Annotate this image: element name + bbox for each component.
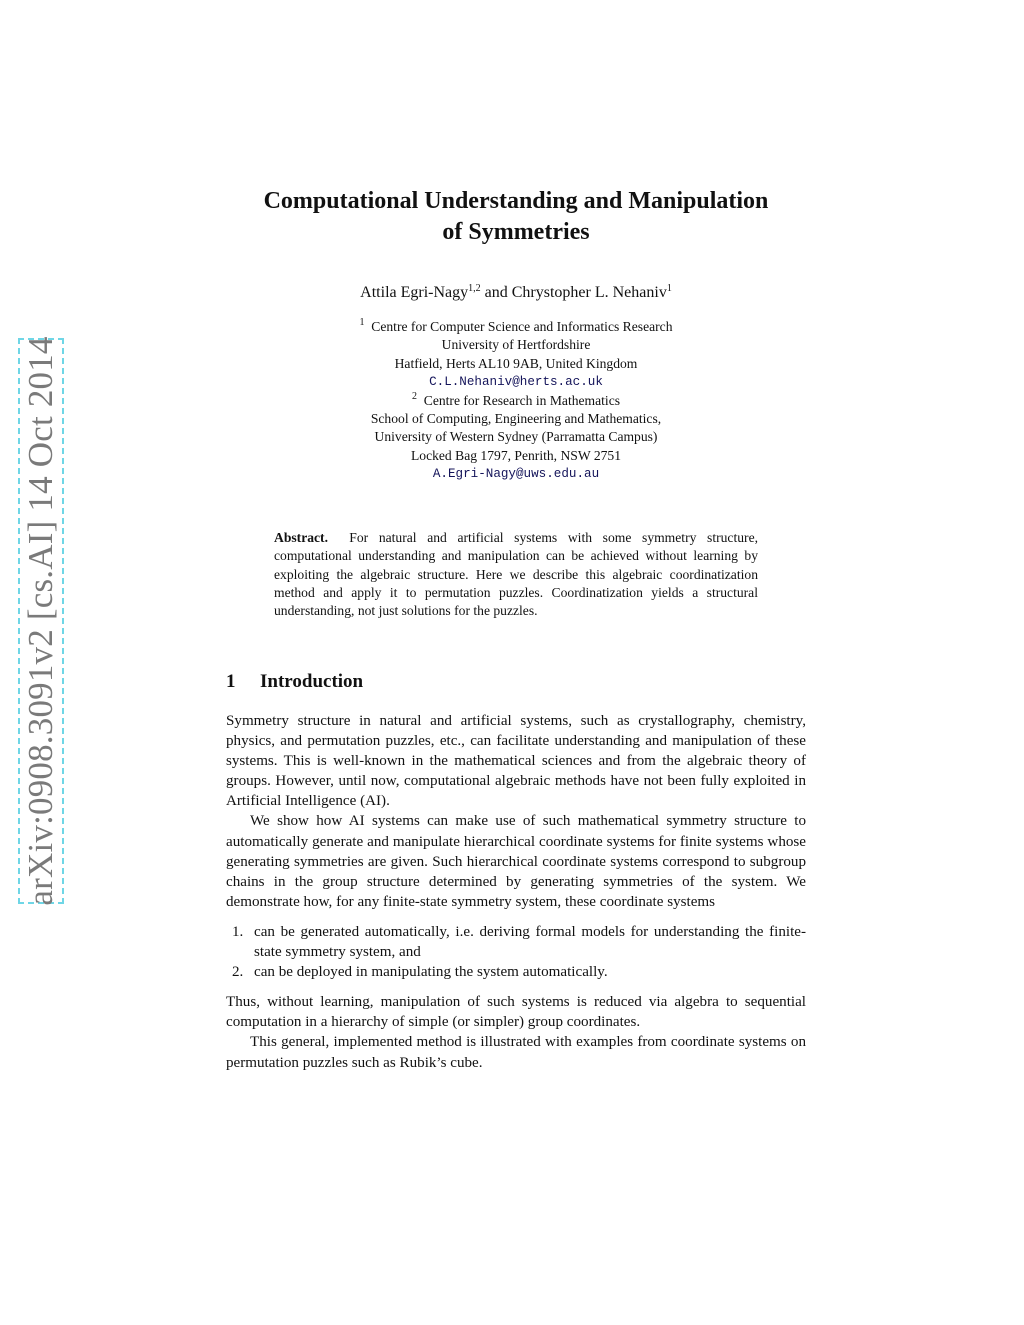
section-1-title: Introduction	[260, 671, 364, 692]
section-1-body	[226, 711, 806, 1073]
affiliation-1-line-2: University of Hertfordshire	[441, 337, 591, 353]
list-item-text: can be deployed in manipulating the system automatically.	[254, 964, 608, 981]
intro-enumerated-list	[226, 922, 806, 982]
affiliation-2-line-1: Centre for Research in Mathematics	[423, 392, 621, 408]
list-item-number: 2.	[232, 964, 244, 981]
abstract-label: Abstract.	[274, 530, 328, 545]
paper-title-line-1: Computational Understanding and Manipulation	[263, 188, 769, 214]
author-2-affiliation-mark: 1	[666, 283, 672, 294]
abstract-text: For natural and artificial systems with some symmetry structure, computational understanding and manipulation can be achieved without learning by exploiting the algebraic structure. Here we describe this algebraic coordinatization method and apply it to permutation puzzles. Coordinatization yields a structural understanding, not just solutions for the puzzles.	[274, 530, 758, 619]
intro-paragraph-4: This general, implemented method is illustrated with examples from coordinate systems on permutation puzzles such as Rubik’s cube.	[226, 1034, 806, 1071]
affiliation-2-line-4: Locked Bag 1797, Penrith, NSW 2751	[410, 447, 622, 463]
affiliation-1-line-3: Hatfield, Herts AL10 9AB, United Kingdom	[394, 355, 638, 371]
list-item	[226, 922, 806, 962]
list-item-text: can be generated automatically, i.e. deriving formal models for understanding the finite-state symmetry system, and	[254, 923, 806, 961]
list-item	[226, 962, 806, 982]
author-connector: and	[480, 284, 512, 301]
paper-title-line-2: of Symmetries	[442, 219, 590, 245]
affiliation-2-email-link[interactable]: A.Egri-Nagy@uws.edu.au	[432, 467, 600, 482]
intro-paragraph-3: Thus, without learning, manipulation of such systems is reduced via algebra to sequential computation in a hierarchy of simple (or simpler) group coordinates.	[226, 994, 806, 1031]
affiliation-2-line-3: University of Western Sydney (Parramatta Campus)	[374, 429, 658, 445]
author-1-name: Attila Egri-Nagy	[360, 284, 469, 301]
affiliation-1-line-1: Centre for Computer Science and Informatics Research	[371, 319, 673, 334]
affiliation-2-mark: 2	[411, 390, 417, 402]
list-item-number: 1.	[232, 923, 244, 940]
affiliation-1-name	[226, 318, 806, 336]
paper-title	[226, 186, 806, 248]
arxiv-identifier-text: arXiv:0908.3091v2 [cs.AI] 14 Oct 2014	[21, 336, 60, 906]
intro-paragraph-1: Symmetry structure in natural and artificial systems, such as crystallography, chemistry, physics, and permutation puzzles, etc., can facilitate understanding and manipulation of these systems. This is well-known in the mathematical sciences and from the algebraic theory of groups. However, until now, computational algebraic methods have not been fully exploited in Artificial Intelligence (AI).	[226, 713, 806, 810]
affiliations	[226, 318, 806, 484]
section-1-heading	[226, 671, 363, 693]
section-1-number: 1	[226, 671, 236, 692]
affiliation-2-name	[226, 392, 806, 410]
author-1-affiliation-mark: 1,2	[468, 283, 481, 294]
intro-paragraph-2: We show how AI systems can make use of such mathematical symmetry structure to automatically generate and manipulate hierarchical coordinate systems for finite systems whose generating symmetries are given. Such hierarchical coordinate systems correspond to subgroup chains in the group structure determined by generating symmetries of the system. We demonstrate how, for any finite-state symmetry system, these coordinate systems	[226, 813, 806, 910]
author-2-name: Chrystopher L. Nehaniv	[511, 284, 667, 301]
affiliation-2-line-2: School of Computing, Engineering and Mathematics,	[370, 411, 662, 427]
affiliation-1-mark: 1	[359, 317, 365, 328]
abstract	[274, 529, 758, 620]
affiliation-1-email-link[interactable]: C.L.Nehaniv@herts.ac.uk	[429, 375, 603, 390]
author-list	[226, 283, 806, 303]
arxiv-identifier-stamp	[18, 338, 64, 904]
